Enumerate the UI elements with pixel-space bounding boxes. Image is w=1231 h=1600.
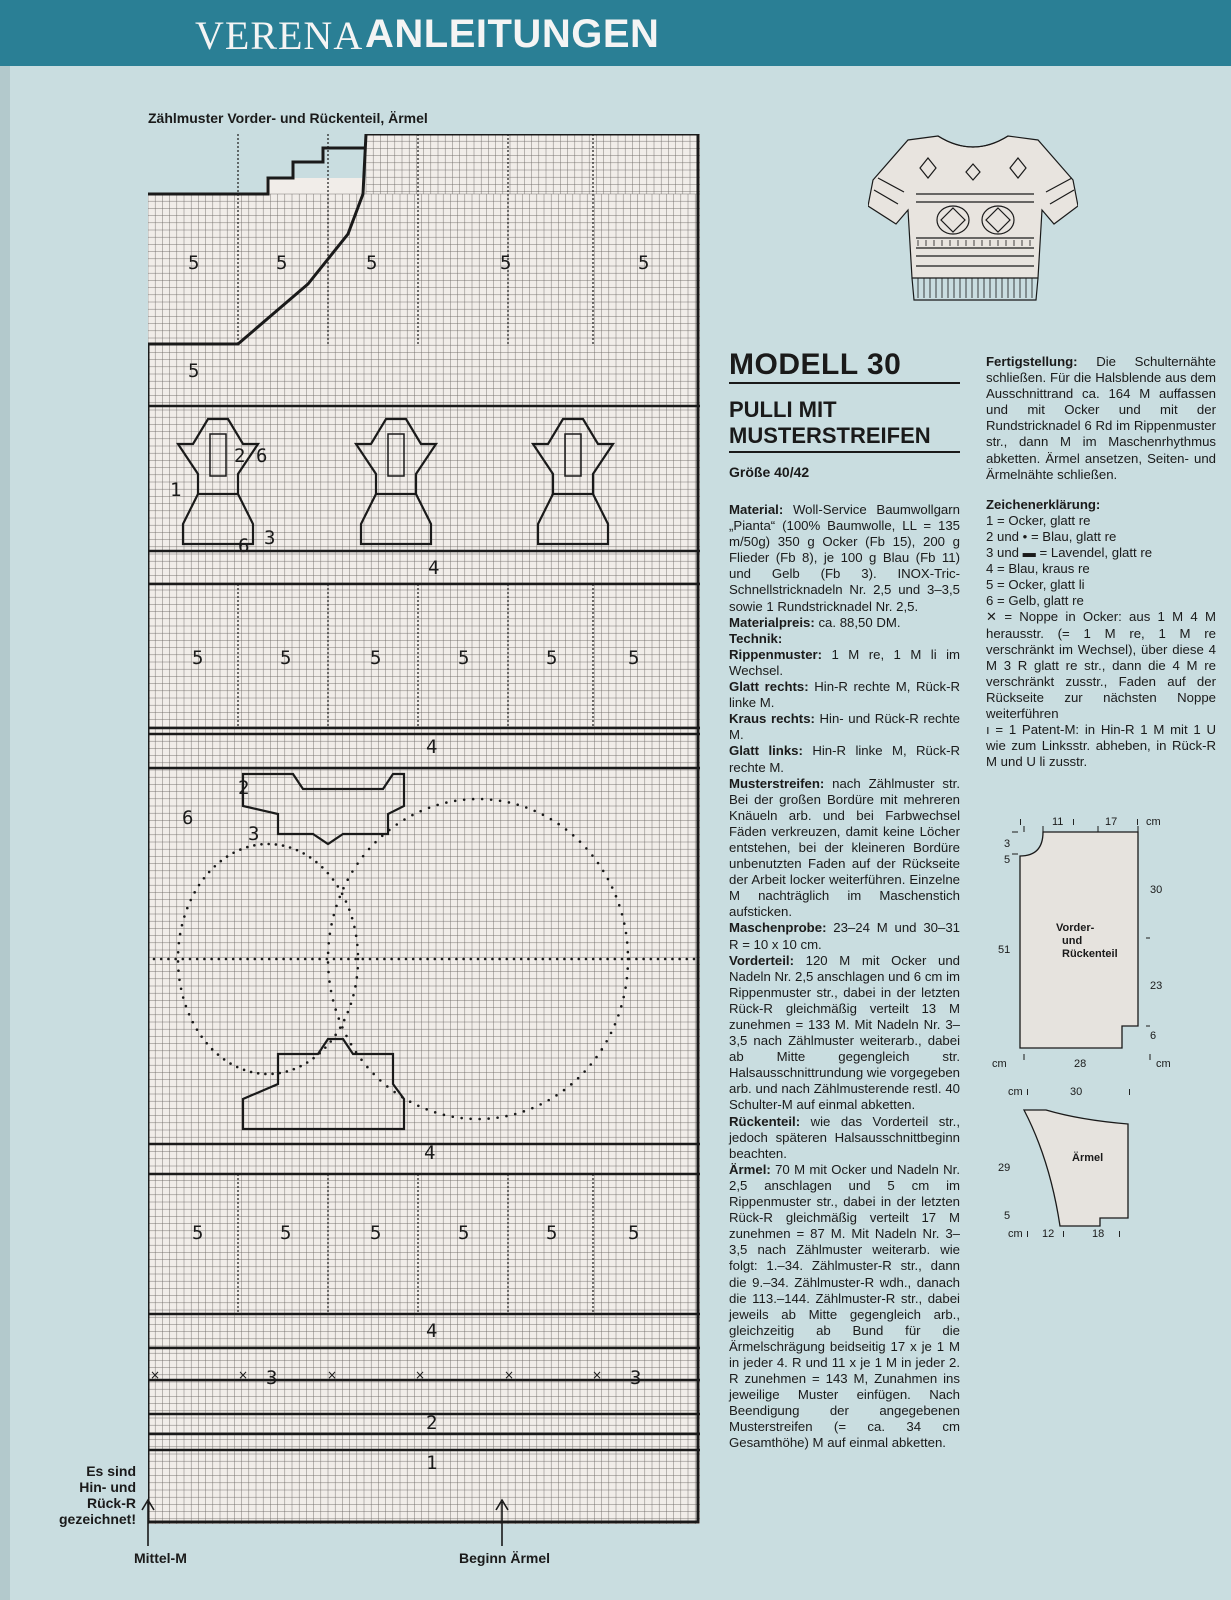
chart-band-number: 1 bbox=[426, 1452, 438, 1474]
dim-label: 51 bbox=[998, 944, 1011, 956]
dim-tick: ı bbox=[1062, 1228, 1066, 1240]
dim-label: cm bbox=[992, 1058, 1007, 1070]
finishing-column bbox=[986, 354, 1216, 770]
instruction-paragraph: Glatt rechts: Hin-R rechte M, Rück-R linke M. bbox=[729, 679, 960, 711]
chart-band-number: 5 bbox=[546, 1222, 558, 1244]
svg-text:×: × bbox=[327, 1368, 338, 1382]
body-schematic bbox=[992, 816, 1180, 1076]
rows-note-line: Hin- und bbox=[79, 1479, 136, 1495]
instruction-paragraph: Maschenprobe: 23–24 M und 30–31 R = 10 x 10 cm. bbox=[729, 920, 960, 952]
schematic-label: Vorder- bbox=[1056, 922, 1095, 934]
header-banner bbox=[0, 0, 1231, 66]
dim-label: 3 bbox=[1004, 838, 1011, 850]
instruction-paragraph: Ärmel: 70 M mit Ocker und Nadeln Nr. 2,5 anschlagen und 5 cm im Rippenmuster str., dabei in der letzten Rück-R gleichmäßig verteilt 17 M zunehmen = 87 M. Mit Nadeln Nr. 3–3,5 nach Zählmuster weiterarb. wie folgt: 1.–34. Zählmuster-R str., dann die 9.–34. Zählmuster-R wdh., danach die 113.–144. Zählmuster-R str., dabei jeweils ab Mitte gegengleich arb., gleichzeitig ab Bund für die Ärmelschrägung beidseitig 17 x je 1 M in jeder 4. R und 11 x je 1 M in jeder 2. R zunehmen = 143 M, Zunahmen ins jeweilige Muster einfügen. Nach Beendigung der angegebenen Musterstreifen (= ca. 34 cm Gesamthöhe) M auf einmal abketten. bbox=[729, 1161, 960, 1451]
dim-label: 23 bbox=[1150, 980, 1163, 992]
dim-tick: ı bbox=[1026, 1228, 1030, 1240]
dim-label: 30 bbox=[1150, 884, 1163, 896]
knitting-chart bbox=[148, 134, 700, 1524]
svg-text:×: × bbox=[592, 1368, 603, 1382]
model-name bbox=[729, 397, 969, 449]
model-name-line: MUSTERSTREIFEN bbox=[729, 423, 931, 448]
legend-item: 4 = Blau, kraus re bbox=[986, 561, 1090, 577]
svg-text:×: × bbox=[238, 1368, 249, 1382]
rows-note bbox=[40, 1463, 136, 1527]
chart-band-number: 2 bbox=[426, 1412, 438, 1434]
chart-title: Zählmuster Vorder- und Rückenteil, Ärmel bbox=[148, 110, 428, 126]
sleeve-start-label: Beginn Ärmel bbox=[459, 1550, 551, 1566]
title-rule bbox=[729, 382, 960, 384]
instruction-paragraph: Materialpreis: ca. 88,50 DM. bbox=[729, 614, 901, 630]
legend-item: 2 und • = Blau, glatt re bbox=[986, 528, 1117, 544]
chart-band-number: 4 bbox=[426, 1320, 438, 1342]
chart-band-number: 5 bbox=[370, 1222, 382, 1244]
instruction-paragraph: Rippenmuster: 1 M re, 1 M li im Wechsel. bbox=[729, 646, 960, 678]
instruction-paragraph: Rückenteil: wie das Vorderteil str., jedoch späteren Halsausschnittbeginn beachten. bbox=[729, 1113, 960, 1161]
instruction-paragraph: Technik: bbox=[729, 630, 783, 646]
brand-logo: VERENA bbox=[195, 13, 364, 58]
page-edge bbox=[0, 66, 10, 1600]
schematic-label: Rückenteil bbox=[1062, 948, 1118, 960]
center-stitch-label: Mittel-M bbox=[134, 1550, 187, 1566]
chart-band-number: 3 bbox=[264, 527, 276, 549]
dim-label: 12 bbox=[1042, 1228, 1055, 1240]
instruction-paragraph: Vorderteil: 120 M mit Ocker und Nadeln Nr. 2,5 anschlagen und 6 cm im Rippenmuster str., dabei in der letzten Rück-R gleichmäßig verteilt 13 M zunehmen = 133 M. Mit Nadeln Nr. 3–3,5 nach Zählmuster weiterarb., dabei ab Mitte gegengleich str. Halsausschnittrundung wie vorgegeben arb. und nach Zählmusterende restl. 40 Schulter-M auf einmal abketten. bbox=[729, 952, 960, 1113]
legend-title: Zeichenerklärung: bbox=[986, 496, 1101, 512]
dim-label: 30 bbox=[1070, 1086, 1083, 1098]
legend-nub: ✕ = Noppe in Ocker: aus 1 M 4 M herausstr. (= 1 M re, 1 M re verschränkt im Wechsel), über diese 4 M 3 R glatt re str., dann die 4 M re verschränkt zusstr., Faden auf der Rückseite zur nächsten Noppe weiterführen bbox=[986, 609, 1216, 721]
dim-label: cm bbox=[1008, 1228, 1023, 1240]
rows-note-line: gezeichnet! bbox=[58, 1511, 136, 1527]
instruction-paragraph: Musterstreifen: nach Zählmuster str. Bei der großen Bordüre mit mehreren Knäueln arb. und bei Farbwechsel Fäden verkreuzen, damit keine Löcher entstehen, bei der kleineren Bordüre unbenutzten Faden auf der Rückseite der Arbeit locker weiterführen. Einzelne M nachträglich im Maschenstich aufsticken. bbox=[729, 775, 961, 920]
dim-tick: ı bbox=[1128, 1086, 1132, 1098]
section-title: ANLEITUNGEN bbox=[365, 12, 660, 56]
chart-band-number: 5 bbox=[192, 647, 204, 669]
instruction-paragraph: Kraus rechts: Hin- und Rück-R rechte M. bbox=[729, 711, 960, 743]
chart-band-number: 5 bbox=[500, 252, 512, 274]
chart-band-number: 5 bbox=[280, 647, 292, 669]
chart-band-number: 4 bbox=[428, 557, 440, 579]
sleeve-arrow-icon bbox=[494, 1498, 514, 1546]
schematic-label: und bbox=[1062, 935, 1083, 947]
chart-band-number: 5 bbox=[458, 1222, 470, 1244]
rows-note-line: Es sind bbox=[86, 1463, 136, 1479]
garment-size: Größe 40/42 bbox=[729, 464, 810, 480]
chart-band-number: 6 bbox=[256, 445, 268, 467]
center-arrow-icon bbox=[140, 1498, 160, 1546]
svg-text:×: × bbox=[150, 1368, 161, 1382]
chart-band-number: 5 bbox=[628, 1222, 640, 1244]
dim-label: 6 bbox=[1150, 1030, 1157, 1042]
rows-note-line: Rück-R bbox=[86, 1495, 136, 1511]
chart-band-number: 5 bbox=[188, 360, 200, 382]
chart-band-number: 5 bbox=[458, 647, 470, 669]
instruction-paragraph: Material: Woll-Service Baumwollgarn „Pianta“ (100% Baumwolle, LL = 135 m/50g) 350 g Ocker (Fb 15), 200 g Flieder (Fb 8), je 100 g Blau (Fb 11) und Gelb (Fb 3). INOX-Tric-Schnellstricknadeln Nr. 2,5 und 3–3,5 sowie 1 Rundstricknadel Nr. 2,5. bbox=[729, 502, 960, 614]
legend-item: 5 = Ocker, glatt li bbox=[986, 577, 1085, 593]
dim-label: 11 bbox=[1052, 816, 1064, 828]
model-name-line: PULLI MIT bbox=[729, 397, 837, 422]
dim-tick: ı bbox=[1026, 1086, 1030, 1098]
dim-tick: ı bbox=[1118, 1228, 1122, 1240]
dim-label: cm bbox=[1146, 816, 1161, 828]
chart-band-number: 2 bbox=[238, 777, 250, 799]
chart-band-number: 1 bbox=[170, 479, 182, 501]
chart-band-number: 5 bbox=[638, 252, 650, 274]
dim-label: 5 bbox=[1004, 854, 1011, 866]
dim-tick: ı bbox=[1019, 816, 1023, 828]
chart-band-number: 3 bbox=[248, 823, 260, 845]
chart-band-number: 6 bbox=[182, 807, 194, 829]
chart-band-number: 4 bbox=[424, 1142, 436, 1164]
chart-band-number: 5 bbox=[546, 647, 558, 669]
dim-label: 29 bbox=[998, 1162, 1011, 1174]
dim-label: 5 bbox=[1004, 1210, 1011, 1222]
chart-band-number: 2 bbox=[234, 445, 246, 467]
title-rule bbox=[729, 451, 960, 453]
chart-band-number: 5 bbox=[276, 252, 288, 274]
finishing-paragraph: Fertigstellung: Die Schulternähte schließen. Für die Halsblende aus dem Ausschnittrand ca. 164 M auffassen und mit Ocker und mit der Rundstricknadel 6 Rd im Rippenmuster str., dann M im Maschenrhythmus abketten. Ärmel ansetzen, Seiten- und Ärmelnähte schließen. bbox=[986, 354, 1216, 482]
dim-label: 18 bbox=[1092, 1228, 1105, 1240]
svg-text:×: × bbox=[504, 1368, 515, 1382]
chart-band-number: 5 bbox=[192, 1222, 204, 1244]
instructions-column bbox=[729, 502, 960, 1452]
dim-label: cm bbox=[1008, 1086, 1023, 1098]
legend-item: 3 und ▬ = Lavendel, glatt re bbox=[986, 545, 1153, 561]
sleeve-schematic bbox=[998, 1086, 1180, 1260]
chart-band-number: 3 bbox=[630, 1367, 642, 1389]
legend-item: 6 = Gelb, glatt re bbox=[986, 593, 1084, 609]
legend-patent: ı = 1 Patent-M: in Hin-R 1 M mit 1 U wie zum Linksstr. abheben, in Rück-R M und U li zusstr. bbox=[986, 722, 1216, 770]
schematic-label: Ärmel bbox=[1072, 1152, 1104, 1164]
chart-band-number: 4 bbox=[426, 736, 438, 758]
chart-band-number: 6 bbox=[238, 535, 250, 557]
chart-band-number: 5 bbox=[628, 647, 640, 669]
dim-tick: ı bbox=[1072, 816, 1076, 828]
dim-label: cm bbox=[1156, 1058, 1171, 1070]
dim-label: 28 bbox=[1074, 1058, 1087, 1070]
chart-band-number: 3 bbox=[266, 1367, 278, 1389]
chart-band-number: 5 bbox=[370, 647, 382, 669]
dim-label: 17 bbox=[1105, 816, 1118, 828]
model-number: MODELL 30 bbox=[729, 348, 902, 381]
svg-text:×: × bbox=[415, 1368, 426, 1382]
chart-band-number: 5 bbox=[280, 1222, 292, 1244]
legend-item: 1 = Ocker, glatt re bbox=[986, 512, 1091, 528]
sweater-sketch bbox=[868, 128, 1078, 303]
instruction-paragraph: Glatt links: Hin-R linke M, Rück-R rechte M. bbox=[729, 743, 960, 775]
chart-band-number: 5 bbox=[188, 252, 200, 274]
knitting-chart-grid bbox=[148, 134, 700, 1524]
dim-tick: ı bbox=[1136, 816, 1140, 828]
chart-band-number: 5 bbox=[366, 252, 378, 274]
